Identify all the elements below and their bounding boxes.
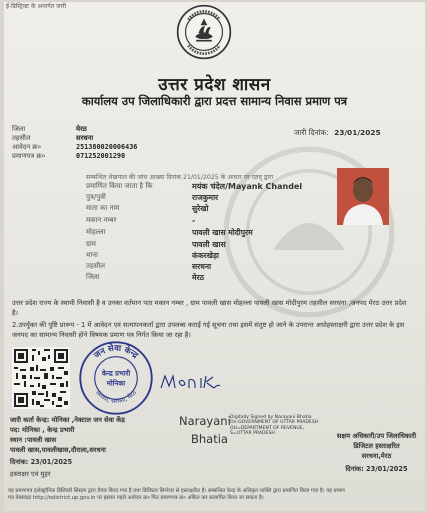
signature-and-seal-label: हस्ताक्षर एवं मुहर [10, 470, 51, 478]
issuer-address: पावली खास,पावलीखास,दौराला,सरधना [10, 446, 106, 454]
officer-date: दिनांक: 23/01/2025 [345, 465, 408, 473]
intro-text: सम्बन्धित लेखपाल की जांच आख्या दिनांक 21/01/2025 के आधार पर एतद् द्वारा [86, 174, 274, 181]
footer-note [8, 488, 422, 502]
field-label: पुत्र/पुत्री [86, 193, 106, 201]
page-title: उत्तर प्रदेश शासन [158, 75, 271, 95]
stamp-outer-text: जन सेवा केन्द्र [91, 342, 141, 360]
field-value: मयंक चंदेल/Mayank Chandel [192, 182, 303, 191]
issuer-center: जारी कर्ता केन्द्र: मोनिका ,नेक्टाल जन सेवा केंद्र [10, 416, 125, 424]
stamp-mid-text: केन्द्र प्रभारी [101, 369, 131, 378]
svg-text:जन सेवा केन्द्र [91, 342, 141, 360]
issue-date-label: जारी दिनांक: [294, 128, 329, 137]
stamp-bottom-text: सलावा, सरधना, मेरठ [93, 389, 139, 406]
digital-signer-name-1: Narayani [179, 414, 231, 428]
field-value: - [192, 216, 196, 225]
district-value: मेरठ [76, 125, 87, 133]
tehsil-label: तहसील [12, 134, 31, 142]
up-government-emblem [176, 4, 232, 60]
applicant-photo [337, 168, 389, 225]
certificate-page [4, 2, 425, 511]
field-label: प्रमाणित किया जाता है कि [86, 182, 153, 190]
tehsil-value: सरधना [76, 134, 94, 142]
issuer-date: दिनांक: 23/01/2025 [10, 458, 73, 466]
digital-signer-name-2: Bhatia [191, 432, 228, 446]
field-value: पावली खास मोदीपुरम [192, 228, 253, 237]
issue-date-value: 23/01/2025 [334, 128, 381, 137]
svg-text:सलावा, सरधना, मेरठ [94, 389, 138, 405]
field-value: पावली खास [192, 240, 226, 249]
field-label: ग्राम [86, 240, 96, 248]
issuer-post: पद: मोनिका , केन्द्र प्रभारी [10, 426, 75, 434]
digital-signature-details: Digitally Signed by Narayani Bhatia On:GOVERNMENT OF UTTAR PRADESH OU=DEPARTMENT OF REVENUE, S=UTTAR PRADESH [230, 415, 319, 437]
field-value: सरधना [192, 262, 212, 271]
field-label: जिला [86, 273, 100, 281]
issue-date [294, 128, 381, 138]
officer-location: सरधना,मेरठ [361, 452, 392, 460]
field-label: माता का नाम [86, 204, 120, 212]
certificate-fields [4, 182, 344, 292]
field-value: सुरेखो [192, 204, 209, 213]
application-number: 251380020006436 [76, 143, 138, 151]
officer-designation: सक्षम अधिकारी/उप जिलाधिकारी [336, 432, 417, 440]
top-note: ई-डिस्ट्रिक्ट के अन्तर्गत जारी [6, 3, 67, 10]
issuer-place: स्थान :पावली खास [10, 436, 57, 444]
certificate-label: प्रमाणपत्र क्र० [12, 152, 46, 160]
certificate-number: 071252001290 [76, 152, 126, 160]
field-label: थाना [86, 251, 98, 259]
field-label: मोहल्ला [86, 228, 106, 236]
footer-line-1: यह प्रमाणपत्र इलेक्ट्रॉनिक डिलिवरी सिस्टम द्वारा तैयार किया गया है तथा डिजिटल सिग्नेचर से हस्ताक्षरित है। सम्बन्धित केन्द्र के अधिकृत व्यक्ति द्वारा प्रमाणित किया गया है। यह प्रमाण [8, 488, 345, 494]
verification-paragraph: 2.उपर्युक्त की पुष्टि प्रारूप - 1 में आवेदन एवं सत्यापनकर्ता द्वारा उपलब्ध कराई गई सूचना तथा इसमें संतुष्ट हो जाने के उपरान्त अधोहस्ताक्षरी द्वारा उत्तर प्रदेश के इस जनपद का सामान्य निवासी होने विषयक प्रमाण पत्र निर्गत किया जा रहा है। [12, 321, 405, 339]
stamp-name-text: मोनिका [106, 379, 126, 388]
handwritten-signature [158, 370, 222, 394]
field-label: तहसील [86, 262, 105, 270]
page-subtitle: कार्यालय उप जिलाधिकारी द्वारा प्रदत्त सामान्य निवास प्रमाण पत्र [81, 94, 348, 108]
qr-code [12, 347, 70, 409]
footer-line-2: पत्र वेबसाइट http://edistrict.up.gov.in पर इसका पहले आवेदन क्र० फिर प्रमाणपत्र क्र० अंकित कर सत्यापित किया जा सकता है। [8, 495, 264, 501]
field-label: मकान नम्बर [86, 216, 117, 224]
field-value: मेरठ [192, 273, 205, 282]
field-value: राजकुमार [192, 193, 219, 202]
district-label: जिला [12, 125, 26, 133]
seva-kendra-stamp [78, 340, 154, 416]
application-label: आवेदन क्र० [12, 143, 42, 151]
residence-paragraph: उत्तर प्रदेश राज्य के स्थायी निवासी है व उनका वर्तमान पता मकान नम्बर , ग्राम पावली खास मोहल्ला पावली खास मोदीपुरम तहसील सरधना ,जनपद मेरठ उत्तर प्रदेश है। [12, 299, 407, 317]
field-value: कंकरखेड़ा [192, 251, 220, 260]
digitally-signed-label: डिजिटल हस्ताक्षरित [353, 442, 400, 450]
